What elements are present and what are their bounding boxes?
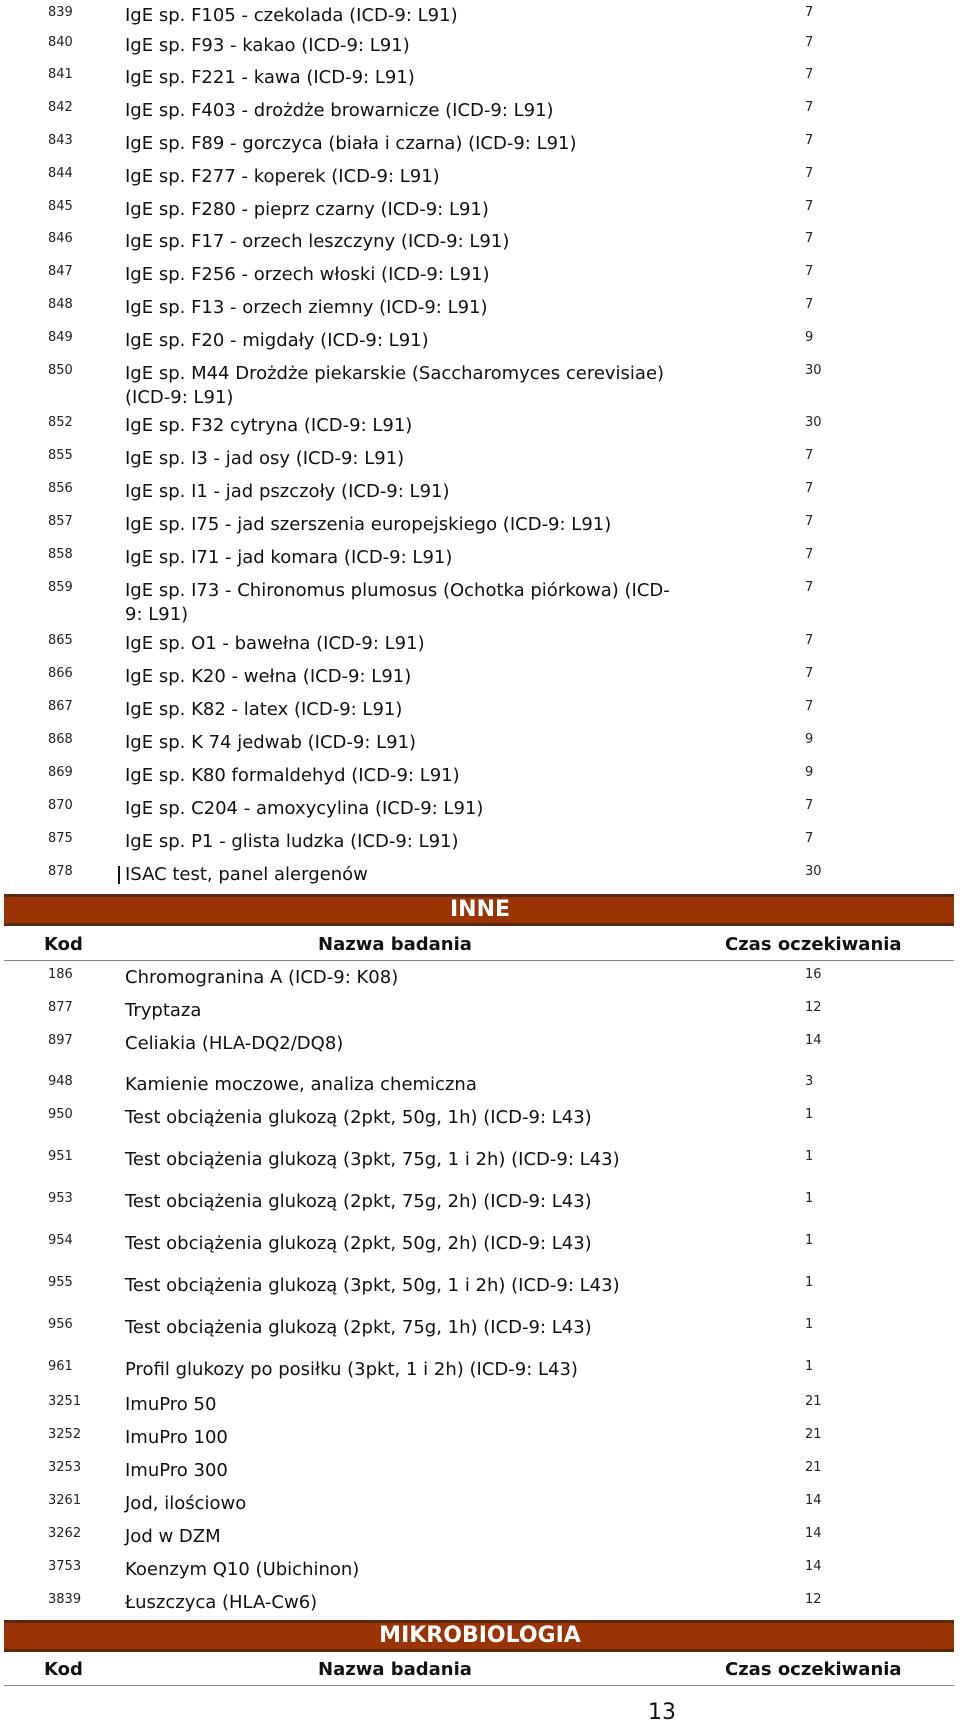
row-time: 1 bbox=[805, 1275, 814, 1290]
row-code: 839 bbox=[48, 5, 73, 20]
row-code: 870 bbox=[48, 798, 73, 813]
row-code: 848 bbox=[48, 297, 73, 312]
row-name: IgE sp. F17 - orzech leszczyny (ICD-9: L91) bbox=[125, 231, 510, 252]
row-code: 3839 bbox=[48, 1592, 82, 1607]
row-name: IgE sp. I73 - Chironomus plumosus (Ochotka piórkowa) (ICD-9: L91) bbox=[125, 580, 670, 625]
row-code: 951 bbox=[48, 1149, 73, 1164]
row-time: 9 bbox=[805, 330, 814, 345]
row-name: IgE sp. K 74 jedwab (ICD-9: L91) bbox=[125, 732, 417, 753]
row-name: Profil glukozy po posiłku (3pkt, 1 i 2h) (ICD-9: L43) bbox=[125, 1359, 578, 1380]
row-code: 841 bbox=[48, 67, 73, 82]
row-code: 961 bbox=[48, 1359, 73, 1374]
row-name: IgE sp. F13 - orzech ziemny (ICD-9: L91) bbox=[125, 297, 488, 318]
row-code: 3253 bbox=[48, 1460, 82, 1475]
row-code: 897 bbox=[48, 1033, 73, 1048]
row-code: 843 bbox=[48, 133, 73, 148]
row-name: Kamienie moczowe, analiza chemiczna bbox=[125, 1074, 477, 1095]
row-code: 856 bbox=[48, 481, 73, 496]
row-time: 7 bbox=[805, 166, 814, 181]
section-title-mikrobiologia: MIKROBIOLOGIA bbox=[379, 1623, 581, 1648]
row-time: 7 bbox=[805, 5, 814, 20]
row-code: 877 bbox=[48, 1000, 73, 1015]
row-name: IgE sp. O1 - bawełna (ICD-9: L91) bbox=[125, 633, 425, 654]
row-name: IgE sp. F89 - gorczyca (biała i czarna) (ICD-9: L91) bbox=[125, 133, 577, 154]
row-time: 9 bbox=[805, 732, 814, 747]
row-name: IgE sp. F403 - drożdże browarnicze (ICD-9: L91) bbox=[125, 100, 554, 121]
row-code: 950 bbox=[48, 1107, 73, 1122]
row-name: Test obciążenia glukozą (2pkt, 50g, 2h) (ICD-9: L43) bbox=[125, 1233, 592, 1254]
row-name: ImuPro 50 bbox=[125, 1394, 217, 1415]
row-time: 14 bbox=[805, 1559, 822, 1574]
row-time: 3 bbox=[805, 1074, 814, 1089]
header-name: Nazwa badania bbox=[318, 1659, 472, 1680]
row-time: 7 bbox=[805, 35, 814, 50]
row-code: 955 bbox=[48, 1275, 73, 1290]
header-code: Kod bbox=[44, 1659, 83, 1680]
row-time: 7 bbox=[805, 798, 814, 813]
row-time: 7 bbox=[805, 666, 814, 681]
row-code: 847 bbox=[48, 264, 73, 279]
row-time: 1 bbox=[805, 1149, 814, 1164]
row-code: 869 bbox=[48, 765, 73, 780]
row-time: 7 bbox=[805, 133, 814, 148]
row-time: 12 bbox=[805, 1592, 822, 1607]
row-code: 868 bbox=[48, 732, 73, 747]
row-name: Tryptaza bbox=[125, 1000, 202, 1021]
row-time: 30 bbox=[805, 864, 822, 879]
row-time: 30 bbox=[805, 363, 822, 378]
row-code: 878 bbox=[48, 864, 73, 879]
row-code: 953 bbox=[48, 1191, 73, 1206]
row-code: 859 bbox=[48, 580, 73, 595]
row-name: IgE sp. K82 - latex (ICD-9: L91) bbox=[125, 699, 403, 720]
row-time: 7 bbox=[805, 481, 814, 496]
row-time: 7 bbox=[805, 831, 814, 846]
row-time: 16 bbox=[805, 967, 822, 982]
row-code: 842 bbox=[48, 100, 73, 115]
row-name: Koenzym Q10 (Ubichinon) bbox=[125, 1559, 360, 1580]
row-code: 858 bbox=[48, 547, 73, 562]
row-name: IgE sp. K80 formaldehyd (ICD-9: L91) bbox=[125, 765, 460, 786]
row-code: 3251 bbox=[48, 1394, 82, 1409]
row-code: 186 bbox=[48, 967, 73, 982]
row-time: 14 bbox=[805, 1526, 822, 1541]
row-time: 7 bbox=[805, 231, 814, 246]
column-separator bbox=[118, 866, 120, 884]
row-name: IgE sp. I71 - jad komara (ICD-9: L91) bbox=[125, 547, 453, 568]
row-code: 867 bbox=[48, 699, 73, 714]
row-time: 9 bbox=[805, 765, 814, 780]
row-time: 7 bbox=[805, 580, 814, 595]
row-time: 1 bbox=[805, 1107, 814, 1122]
row-code: 954 bbox=[48, 1233, 73, 1248]
row-name: IgE sp. I75 - jad szerszenia europejskiego (ICD-9: L91) bbox=[125, 514, 612, 535]
row-code: 850 bbox=[48, 363, 73, 378]
row-name: Łuszczyca (HLA-Cw6) bbox=[125, 1592, 318, 1613]
row-time: 14 bbox=[805, 1493, 822, 1508]
header-underline bbox=[4, 960, 954, 961]
row-name: Test obciążenia glukozą (3pkt, 75g, 1 i 2h) (ICD-9: L43) bbox=[125, 1149, 620, 1170]
row-name: Chromogranina A (ICD-9: K08) bbox=[125, 967, 399, 988]
row-code: 849 bbox=[48, 330, 73, 345]
row-name: ImuPro 100 bbox=[125, 1427, 228, 1448]
row-name: IgE sp. P1 - glista ludzka (ICD-9: L91) bbox=[125, 831, 459, 852]
row-code: 3753 bbox=[48, 1559, 82, 1574]
header-code: Kod bbox=[44, 934, 83, 955]
row-time: 7 bbox=[805, 514, 814, 529]
row-name: Test obciążenia glukozą (3pkt, 50g, 1 i 2h) (ICD-9: L43) bbox=[125, 1275, 620, 1296]
row-time: 30 bbox=[805, 415, 822, 430]
row-name: Test obciążenia glukozą (2pkt, 75g, 1h) (ICD-9: L43) bbox=[125, 1317, 592, 1338]
row-time: 7 bbox=[805, 67, 814, 82]
row-name: IgE sp. F221 - kawa (ICD-9: L91) bbox=[125, 67, 415, 88]
row-name: IgE sp. F20 - migdały (ICD-9: L91) bbox=[125, 330, 429, 351]
row-name: IgE sp. F280 - pieprz czarny (ICD-9: L91) bbox=[125, 199, 489, 220]
row-time: 14 bbox=[805, 1033, 822, 1048]
row-code: 3252 bbox=[48, 1427, 82, 1442]
row-time: 7 bbox=[805, 699, 814, 714]
header-underline bbox=[4, 1685, 954, 1686]
row-time: 21 bbox=[805, 1394, 822, 1409]
row-time: 7 bbox=[805, 264, 814, 279]
row-time: 1 bbox=[805, 1359, 814, 1374]
row-time: 7 bbox=[805, 448, 814, 463]
row-name: IgE sp. K20 - wełna (ICD-9: L91) bbox=[125, 666, 412, 687]
row-code: 3261 bbox=[48, 1493, 82, 1508]
row-code: 845 bbox=[48, 199, 73, 214]
row-time: 7 bbox=[805, 199, 814, 214]
row-name: IgE sp. F105 - czekolada (ICD-9: L91) bbox=[125, 5, 458, 26]
row-time: 1 bbox=[805, 1191, 814, 1206]
row-code: 956 bbox=[48, 1317, 73, 1332]
row-time: 7 bbox=[805, 297, 814, 312]
row-code: 3262 bbox=[48, 1526, 82, 1541]
row-time: 21 bbox=[805, 1427, 822, 1442]
row-time: 21 bbox=[805, 1460, 822, 1475]
section-title-inne: INNE bbox=[449, 897, 511, 922]
row-name: IgE sp. I1 - jad pszczoły (ICD-9: L91) bbox=[125, 481, 450, 502]
row-code: 948 bbox=[48, 1074, 73, 1089]
row-time: 1 bbox=[805, 1317, 814, 1332]
row-name: ISAC test, panel alergenów bbox=[125, 864, 368, 885]
row-name: IgE sp. F277 - koperek (ICD-9: L91) bbox=[125, 166, 440, 187]
row-name: IgE sp. F256 - orzech włoski (ICD-9: L91) bbox=[125, 264, 490, 285]
row-code: 866 bbox=[48, 666, 73, 681]
header-time: Czas oczekiwania bbox=[725, 1659, 902, 1680]
header-time: Czas oczekiwania bbox=[725, 934, 902, 955]
row-time: 7 bbox=[805, 633, 814, 648]
row-name: ImuPro 300 bbox=[125, 1460, 228, 1481]
row-name: Test obciążenia glukozą (2pkt, 75g, 2h) (ICD-9: L43) bbox=[125, 1191, 592, 1212]
row-code: 846 bbox=[48, 231, 73, 246]
row-name: Jod, ilościowo bbox=[125, 1493, 247, 1514]
row-name: IgE sp. C204 - amoxycylina (ICD-9: L91) bbox=[125, 798, 484, 819]
row-code: 855 bbox=[48, 448, 73, 463]
row-name: IgE sp. F32 cytryna (ICD-9: L91) bbox=[125, 415, 413, 436]
row-name: Celiakia (HLA-DQ2/DQ8) bbox=[125, 1033, 344, 1054]
page-number: 13 bbox=[648, 1700, 676, 1725]
header-name: Nazwa badania bbox=[318, 934, 472, 955]
row-time: 7 bbox=[805, 100, 814, 115]
row-time: 1 bbox=[805, 1233, 814, 1248]
row-code: 865 bbox=[48, 633, 73, 648]
row-name: Test obciążenia glukozą (2pkt, 50g, 1h) (ICD-9: L43) bbox=[125, 1107, 592, 1128]
row-code: 857 bbox=[48, 514, 73, 529]
row-code: 875 bbox=[48, 831, 73, 846]
row-name: IgE sp. F93 - kakao (ICD-9: L91) bbox=[125, 35, 410, 56]
row-name: IgE sp. I3 - jad osy (ICD-9: L91) bbox=[125, 448, 405, 469]
row-name: Jod w DZM bbox=[125, 1526, 221, 1547]
row-name: IgE sp. M44 Drożdże piekarskie (Saccharomyces cerevisiae) (ICD-9: L91) bbox=[125, 363, 665, 408]
row-code: 840 bbox=[48, 35, 73, 50]
row-time: 12 bbox=[805, 1000, 822, 1015]
row-code: 844 bbox=[48, 166, 73, 181]
row-time: 7 bbox=[805, 547, 814, 562]
row-code: 852 bbox=[48, 415, 73, 430]
